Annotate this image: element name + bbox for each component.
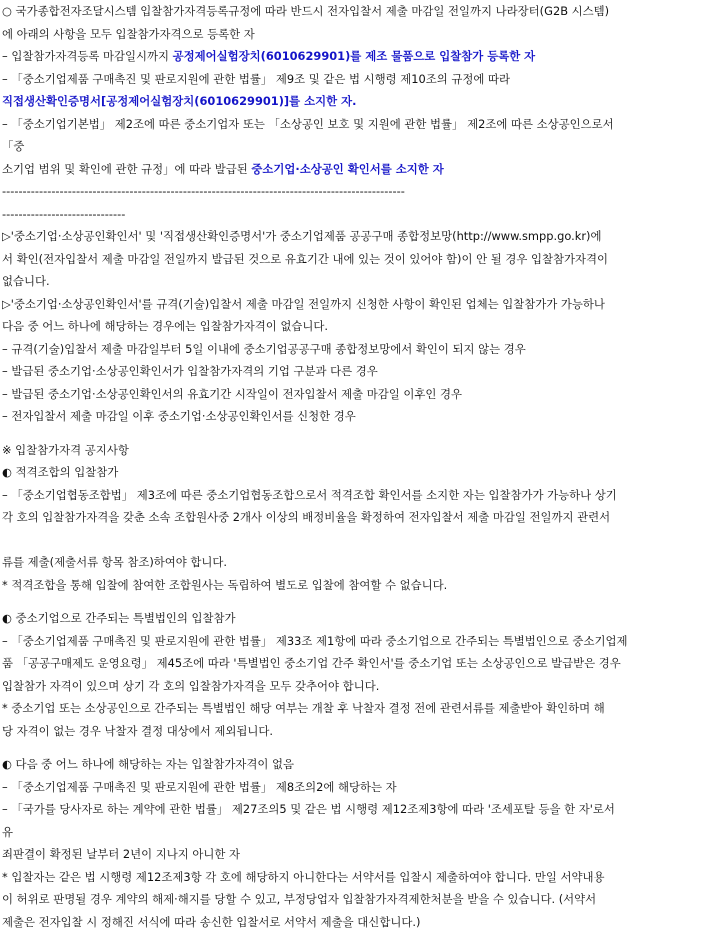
text-line [2,68,714,91]
text-line [2,461,714,484]
text-line [2,607,714,630]
text-segment: * 중소기업 또는 소상공인으로 간주되는 특별법인 해당 여부는 개찰 후 낙찰자 결정 전에 관련서류를 제출받아 확인하며 해 [2,701,605,715]
highlighted-text: 공정제어실험장치(6010629901)를 제조 물품으로 입찰참가 등록한 자 [173,49,536,63]
text-segment: ◐ 다음 중 어느 하나에 해당하는 자는 입찰참가자격이 없음 [2,757,294,771]
text-line [2,113,714,136]
text-line [2,798,714,821]
text-segment: 각 호의 입찰참가자격을 갖춘 소속 조합원사중 2개사 이상의 배정비율을 확정하여 전자입찰서 제출 마감일 전일까지 관련서 [2,510,610,524]
highlighted-text: 중소기업·소상공인 확인서를 소지한 자 [251,162,443,176]
text-segment: – 규격(기술)입찰서 제출 마감일부터 5일 이내에 중소기업공공구매 종합정보망에서 확인이 되지 않는 경우 [2,342,526,356]
text-segment: 에 아래의 사항을 모두 입찰참가자격으로 등록한 자 [2,27,255,41]
text-line [2,652,714,675]
text-line [2,697,714,720]
text-line [2,484,714,507]
text-line [2,574,714,597]
text-line [2,888,714,911]
text-line [2,405,714,428]
text-line [2,90,714,113]
blank-line [2,596,714,607]
text-segment: – 「중소기업제품 구매촉진 및 판로지원에 관한 법률」 제33조 제1항에 따라 중소기업으로 간주되는 특별법인으로 중소기업제 [2,634,627,648]
text-segment: 없습니다. [2,274,50,288]
text-segment: 류를 제출(제출서류 항목 참조)하여야 합니다. [2,555,227,569]
text-line [2,203,714,226]
text-segment: – 「중소기업제품 구매촉진 및 판로지원에 관한 법률」 제8조의2에 해당하는 자 [2,780,397,794]
text-segment: ※ 입찰참가자격 공지사항 [2,443,129,457]
text-segment: – 입찰참가자격등록 마감일시까지 [2,49,173,63]
text-line [2,776,714,799]
highlighted-text: 직접생산확인증명서[공정제어실험장치(6010629901)]를 소지한 자. [2,94,356,108]
text-segment: 다음 중 어느 하나에 해당하는 경우에는 입찰참가자격이 없습니다. [2,319,328,333]
blank-line [2,428,714,439]
text-segment: – 「중소기업협동조합법」 제3조에 따른 중소기업협동조합으로서 적격조합 확인서를 소지한 자는 입찰참가가 가능하나 상기 [2,488,617,502]
text-line [2,843,714,866]
blank-line [2,742,714,753]
text-line [2,45,714,68]
text-line [2,439,714,462]
text-segment: – 「중소기업기본법」 제2조에 따른 중소기업자 또는 「소상공인 보호 및 지원에 관한 법률」 제2조에 따른 소상공인으로서 [2,117,614,131]
text-line [2,506,714,529]
text-line [2,753,714,776]
text-segment: ▷'중소기업·소상공인확인서'를 규격(기술)입찰서 제출 마감일 전일까지 신청한 사항이 확인된 업체는 입찰참가가 가능하나 [2,297,605,311]
text-segment: ▷'중소기업·소상공인확인서' 및 '직접생산확인증명서'가 중소기업제품 공공구매 종합정보망(http://www.smpp.go.kr)에 [2,229,601,243]
text-segment: – 「국가를 당사자로 하는 계약에 관한 법률」 제27조의5 및 같은 법 시행령 제12조제3항에 따라 '조세포탈 등을 한 자'로서 [2,802,615,816]
text-segment: – 발급된 중소기업·소상공인확인서의 유효기간 시작일이 전자입찰서 제출 마감일 이후인 경우 [2,387,462,401]
text-segment: * 적격조합을 통해 입찰에 참여한 조합원사는 독립하여 별도로 입찰에 참여할 수 없습니다. [2,578,447,592]
text-segment: 입찰참가 자격이 있으며 상기 각 호의 입찰참가자격을 모두 갖추어야 합니다. [2,679,379,693]
text-segment: * 입찰자는 같은 법 시행령 제12조제3항 각 호에 해당하지 아니한다는 서약서를 입찰시 제출하여야 합니다. 만일 서약내용 [2,870,605,884]
text-line [2,338,714,361]
text-line [2,911,714,933]
text-line [2,720,714,743]
text-segment: ◐ 중소기업으로 간주되는 특별법인의 입찰참가 [2,611,236,625]
text-segment: – 전자입찰서 제출 마감일 이후 중소기업·소상공인확인서를 신청한 경우 [2,409,356,423]
text-line [2,821,714,844]
text-line [2,158,714,181]
text-segment: 「중 [2,139,24,153]
text-line [2,529,714,552]
text-line [2,270,714,293]
text-segment: 당 자격이 없는 경우 낙찰자 결정 대상에서 제외됩니다. [2,724,273,738]
text-line [2,135,714,158]
text-line [2,293,714,316]
text-segment: 죄판결이 확정된 날부터 2년이 지나지 아니한 자 [2,847,240,861]
text-line [2,866,714,889]
text-line [2,248,714,271]
text-segment: 유 [2,825,13,839]
text-line [2,383,714,406]
text-line [2,225,714,248]
text-segment: – 발급된 중소기업·소상공인확인서가 입찰참가자격의 기업 구분과 다른 경우 [2,364,378,378]
text-segment: ○ 국가종합전자조달시스템 입찰참가자격등록규정에 따라 반드시 전자입찰서 제출 마감일 전일까지 나라장터(G2B 시스템) [2,4,609,18]
text-segment: ◐ 적격조합의 입찰참가 [2,465,118,479]
text-line [2,315,714,338]
text-line [2,180,714,203]
text-segment: – 「중소기업제품 구매촉진 및 판로지원에 관한 법률」 제9조 및 같은 법 시행령 제10조의 규정에 따라 [2,72,510,86]
text-segment: 소기업 범위 및 확인에 관한 규정」에 따라 발급된 [2,162,251,176]
text-segment: 이 허위로 판명될 경우 계약의 해제·해지를 당할 수 있고, 부정당업자 입찰참가자격제한처분을 받을 수 있습니다. (서약서 [2,892,596,906]
text-line [2,360,714,383]
text-segment: 품 「공공구매제도 운영요령」 제45조에 따라 '특별법인 중소기업 간주 확인서'를 중소기업 또는 소상공인으로 발급받은 경우 [2,656,621,670]
text-line [2,630,714,653]
text-segment: 제출은 전자입찰 시 정해진 서식에 따라 송신한 입찰서로 서약서 제출을 대신합니다.) [2,915,420,929]
text-line [2,551,714,574]
text-line [2,23,714,46]
text-segment: ------------------------------ [2,207,125,221]
text-line [2,675,714,698]
text-segment: -------------------------------------------------------------------------------------------------- [2,184,405,198]
text-segment: 서 확인(전자입찰서 제출 마감일 전일까지 발급된 것으로 유효기간 내에 있는 것이 있어야 함)이 안 될 경우 입찰참가자격이 [2,252,608,266]
text-line [2,0,714,23]
